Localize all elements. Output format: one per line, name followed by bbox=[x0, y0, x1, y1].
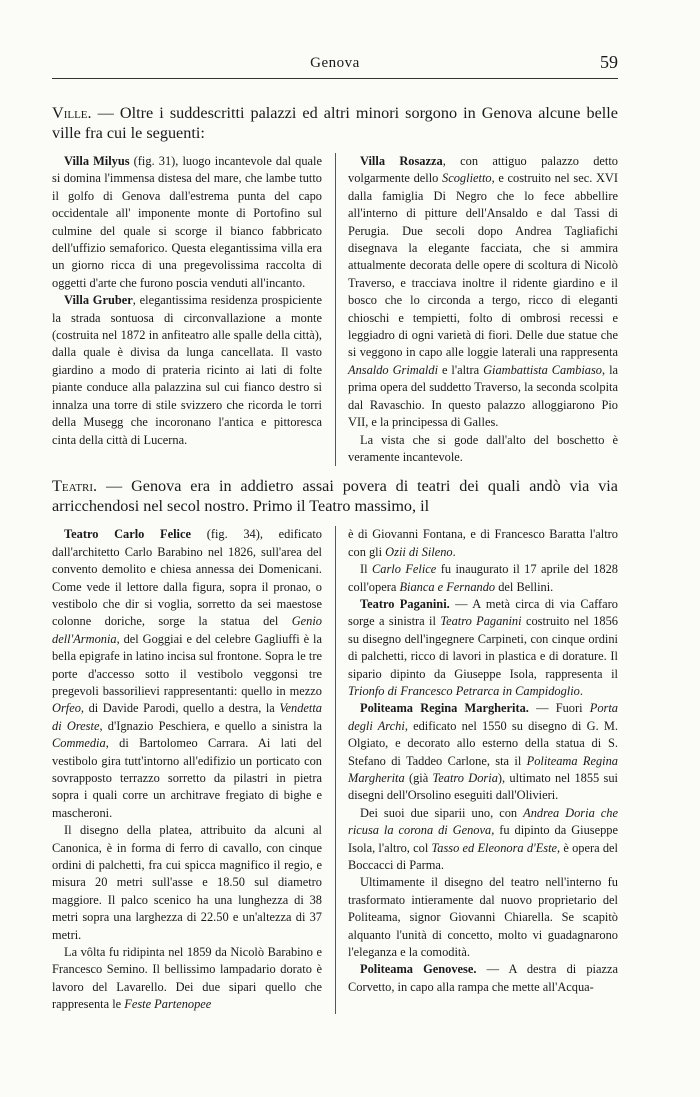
trasformazione-paragraph: Ultimamente il disegno del teatro nell'interno fu trasformato intieramente dal nuovo proprietario del Politeama, signor Giovanni Chiarella. Se scapitò alquanto l'unità di concetto, molto vi guadagnarono l'eleganza e la comodità. bbox=[348, 875, 618, 960]
italic-text: Vendetta di Oreste bbox=[52, 701, 322, 733]
italic-text: Giambattista Cambiaso bbox=[483, 362, 603, 377]
carlo-felice-paragraph bbox=[52, 526, 322, 822]
text: , del Goggiai e del celebre Gagliuffi è la bella epigrafe in latino incisa sul frontone. Sopra le tre porte d'accesso sotto il vestibolo veggonsi tre pregevoli bassorilievi rappresentanti: quello in mezzo bbox=[52, 631, 322, 698]
teatri-columns bbox=[52, 526, 618, 1013]
inaugurazione-paragraph bbox=[348, 561, 618, 596]
text: — A destra di piazza Corvetto, in capo alla rampa che mette all'Acqua- bbox=[348, 962, 618, 994]
paganini-name: Teatro Paganini. bbox=[360, 596, 450, 611]
page-number: 59 bbox=[600, 52, 618, 72]
villa-milyus-name: Villa Milyus bbox=[64, 154, 130, 168]
ville-left-column bbox=[52, 153, 322, 466]
italic-text: Teatro Doria bbox=[432, 771, 498, 785]
header-rule bbox=[52, 78, 618, 79]
column-divider bbox=[335, 526, 336, 1013]
politeama-genovese-paragraph bbox=[348, 961, 618, 996]
platea-paragraph: Il disegno della platea, attribuito da alcuni al Canonica, è in forma di ferro di cavallo, con cinque ordini di palchetti, fra cui spicca magnifico il regio, e misura 20 metri sull'asse e 18.50 sul diametro maggiore. Il palco scenico ha una lunghezza di 38 metri sopra una larghezza di 22.50 e un'altezza di 37 metri. bbox=[52, 823, 322, 942]
text: (già bbox=[404, 771, 433, 785]
siparii-paragraph bbox=[348, 805, 618, 875]
text: , d'Ignazio Peschiera, e quello a sinistra la bbox=[99, 718, 323, 733]
text: è di Giovanni Fontana, e di Francesco Baratta l'altro con gli bbox=[348, 527, 618, 559]
text: , è opera del Boccacci di Parma. bbox=[348, 840, 619, 873]
teatri-right-column bbox=[348, 526, 618, 1013]
italic-text: Orfeo bbox=[52, 701, 81, 716]
italic-text: Trionfo di Francesco Petrarca in Campidoglio bbox=[348, 683, 580, 698]
text: . bbox=[452, 544, 456, 559]
italic-text: Scoglietto bbox=[442, 171, 492, 186]
text: , la prima opera del suddetto Traverso, la seconda scolpita dal Ravaschio. In questo palazzo alloggiarono Pio VII, e la principessa di Galles. bbox=[348, 362, 619, 430]
italic-text: Politeama Regina Margherita bbox=[348, 753, 619, 785]
header-title: Genova bbox=[310, 55, 360, 71]
villa-milyus-paragraph bbox=[52, 153, 322, 292]
villa-rosazza-paragraph bbox=[348, 153, 618, 432]
italic-text: Feste Partenopee bbox=[124, 997, 212, 1012]
text: Dei suoi due siparii uno, con bbox=[360, 805, 524, 820]
italic-text: Bianca e Fernando bbox=[399, 579, 496, 594]
teatri-left-column bbox=[52, 526, 322, 1013]
text: (fig. 34), edificato dall'architetto Carlo Barabino nel 1826, sull'area del convento demolito e chiesa annessa dei Domenicani. Come vede il lettore dalla figura, sopra il pronao, o vestibolo che dir si voglia, sorretto da sei maestose colonne doriche, sorge la statua del bbox=[52, 527, 322, 629]
teatri-intro-text: — Genova era in addietro assai povera di teatri dei quali andò via via arricchendosi nel secol nostro. Primo il Teatro massimo, il bbox=[52, 477, 618, 516]
villa-gruber-name: Villa Gruber bbox=[64, 293, 133, 308]
politeama-genovese-name: Politeama Genovese. bbox=[360, 962, 477, 977]
text: e l'altra bbox=[438, 362, 484, 377]
text: , di Davide Parodi, quello a destra, la bbox=[80, 701, 280, 716]
text: ), ultimato nel 1855 sui disegni dell'Orsolino eseguiti dall'Olivieri. bbox=[348, 771, 619, 803]
text: — Fuori bbox=[528, 701, 590, 716]
carlo-felice-name: Teatro Carlo Felice bbox=[64, 527, 192, 542]
italic-text: Teatro Paganini bbox=[440, 614, 522, 629]
ville-columns bbox=[52, 153, 618, 466]
ville-right-column bbox=[348, 153, 618, 466]
text: , con attiguo palazzo detto volgarmente dello bbox=[348, 154, 619, 186]
villa-milyus-text: (fig. 31), luogo incantevole dal quale si domina l'immensa distesa del mare, che lambe tutto il golfo di Genova dall'estrema punta del capo occidentale all' imponente monte di Portofino sul culmine del quale si scorge il bianco fabbricato dell'uffizio semaforico. Questa elegantissima villa era un giorno ricca di una pregevolissima raccolta di oggetti d'arte che furono poscia venduti all'incanto. bbox=[52, 154, 322, 290]
text: , fu dipinto da Giuseppe Isola, l'altro, col bbox=[348, 823, 618, 855]
text: Il bbox=[360, 562, 372, 577]
text: fu inaugurato il 17 aprile del 1828 coll'opera bbox=[348, 562, 618, 594]
italic-text: Genio dell'Armonia bbox=[52, 614, 322, 646]
italic-text: Commedia bbox=[52, 736, 106, 751]
italic-text: Carlo Felice bbox=[372, 562, 437, 577]
ville-intro-text: — Oltre i suddescritti palazzi ed altri minori sorgono in Genova alcune belle ville fra cui le seguenti: bbox=[52, 104, 618, 142]
italic-text: Ansaldo Grimaldi bbox=[348, 362, 439, 377]
text: La vôlta fu ridipinta nel 1859 da Nicolò Barabino e Francesco Semino. Il bellissimo lampadario dorato è lavoro del Lavarello. Dei due sipari quello che rappresenta le bbox=[52, 945, 322, 1012]
teatri-label: Teatri. bbox=[52, 477, 98, 496]
running-header bbox=[52, 0, 618, 78]
text: del Bellini. bbox=[495, 579, 554, 594]
ville-intro bbox=[52, 103, 618, 143]
italic-text: Andrea Doria che ricusa la corona di Genova bbox=[348, 805, 618, 838]
ville-label: Ville. bbox=[52, 104, 92, 122]
villa-gruber-text: , elegantissima residenza prospiciente la strada sontuosa di circonvallazione a monte (costruita nel 1872 in anfiteatro alle spalle della città), dalla quale è divisa da lunga cancellata. Il vasto giardino a modo di prateria ricinto ai lati di folte piante conduce alla palazzina sul cui fianco destro si innalza una torre di stile svizzero che ricorda le torri della Musegg che incoronano l'antica e pittoresca cinta della città di Lucerna. bbox=[52, 293, 322, 447]
text: — A metà circa di via Caffaro sorge a sinistra il bbox=[348, 596, 618, 629]
vista-paragraph: La vista che si gode dall'alto del boschetto è veramente incantevole. bbox=[348, 432, 618, 464]
column-divider bbox=[335, 153, 336, 466]
text: , di Bartolomeo Carrara. Ai lati del vestibolo gira tutt'intorno all'edifizio un porticato con sovrapposto terrazzo sorretto da pilastri in pietra sopra i quali corre un architrave fregiato di bighe e mascheroni. bbox=[52, 736, 322, 820]
text: costruito nel 1856 su disegno dell'ingegnere Carpineti, con cinque ordini di palchetti, ricco di lavori in plastica e di dorature. Il sipario dipinto da Giuseppe Isola, rappresenta il bbox=[348, 614, 618, 681]
text: . bbox=[579, 683, 583, 698]
villa-gruber-paragraph bbox=[52, 292, 322, 449]
volta-paragraph bbox=[52, 944, 322, 1014]
text: , edificato nel 1550 su disegno di G. M. Olgiato, e decorato allo esterno della statua di S. Stefano di Taddeo Carlone, sta il bbox=[348, 718, 618, 768]
paganini-paragraph bbox=[348, 596, 618, 700]
politeama-margherita-name: Politeama Regina Margherita. bbox=[360, 701, 529, 716]
villa-rosazza-name: Villa Rosazza bbox=[360, 154, 443, 168]
page bbox=[52, 0, 618, 1014]
italic-text: Ozii di Sileno bbox=[385, 544, 453, 559]
italic-text: Porta degli Archi bbox=[348, 701, 618, 733]
teatri-intro bbox=[52, 476, 618, 516]
italic-text: Tasso ed Eleonora d'Este bbox=[431, 840, 558, 855]
sipari-continuation bbox=[348, 526, 618, 561]
text: , e costruito nel sec. XVI dalla famiglia Di Negro che lo fece abbellire all'interno di pitture dell'Ansaldo e dal Tassi di Perugia. Due secoli dopo Andrea Tagliafichi disegnava la elegante facciata, che si ammira attualmente decorata delle opere di scoltura di Nicolò Traverso, e tracciava inoltre il ridente giardino e il bosco che lo circonda a tergo, ricco di eleganti chioschi e tempietti, folto di ombrosi recessi e leggiadro di ogni varietà di fiori. Delle due statue che si veggono in capo alle loggie laterali una rappresenta bbox=[348, 171, 618, 360]
politeama-margherita-paragraph bbox=[348, 700, 618, 804]
